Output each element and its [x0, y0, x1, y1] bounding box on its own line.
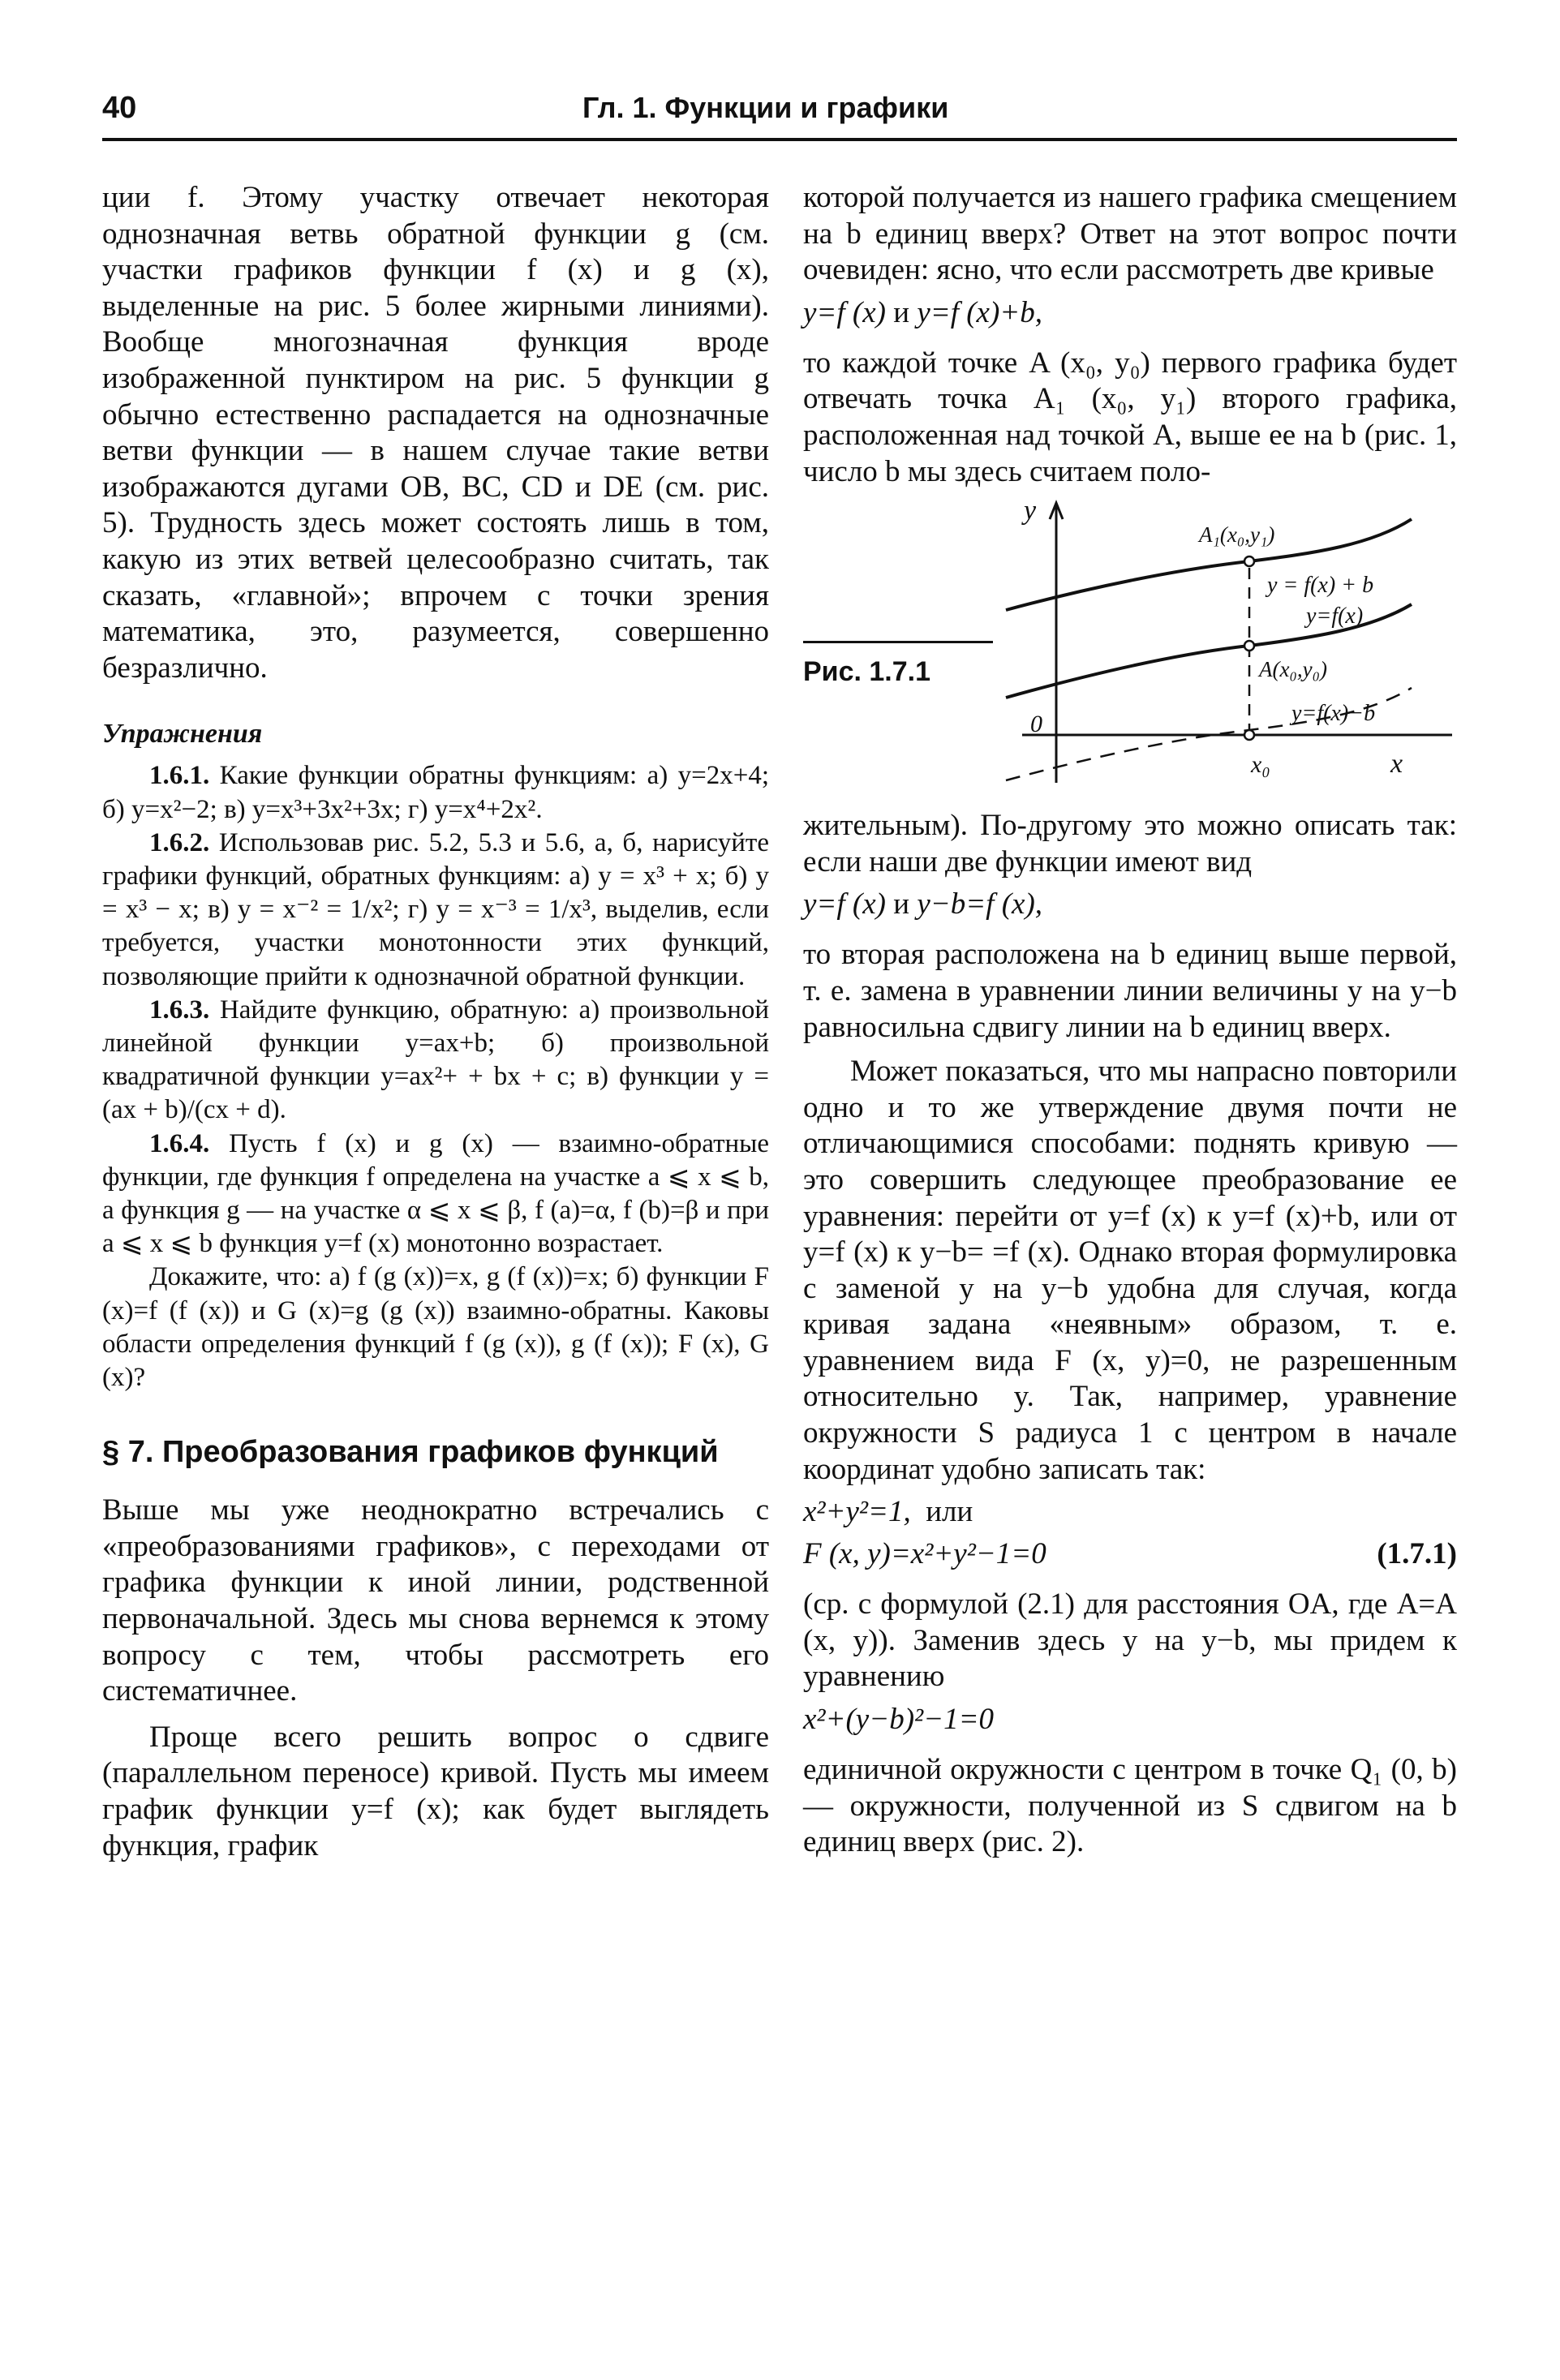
formula-two-curves	[803, 294, 1457, 333]
exercise-1-6-4	[102, 1128, 769, 1261]
formula-part: x²+(y−b)²−1=0	[803, 1703, 995, 1737]
label-f-plus-b: y = f(x) + b	[1267, 573, 1374, 599]
formula-part: y=f (x)	[803, 295, 886, 329]
paragraph: которой получается из нашего графика смещением на b единиц вверх? Ответ на этот вопрос почти очевиден: ясно, что если рассмотреть две кривые	[803, 181, 1457, 287]
figure-1-7-1	[803, 495, 1457, 795]
figure-caption: Рис. 1.7.1	[803, 641, 993, 688]
section-paragraph: Выше мы уже неоднократно встречались с «преобразованиями графиков», с переходами от графика функции к иной линии, родственной первоначальной. Здесь мы снова вернемся к этому вопросу с тем, чтобы рассмотреть его систематичнее.	[102, 1493, 769, 1708]
formula-conjunction: или	[926, 1495, 973, 1529]
exercise-text: Использовав рис. 5.2, 5.3 и 5.6, а, б, нарисуйте графики функций, обратных функциям: а) y = x³ + x; б) y = x³ − x; в) y = x⁻² = 1/x²; г) y = x⁻³ = 1/x³, выделив, если требуется, участки монотонности этих функций, позволяющие прийти к однозначной обратной функции.	[102, 827, 769, 991]
exercise-number: 1.6.4.	[149, 1128, 210, 1158]
formula-part: y−b=f (x),	[917, 887, 1043, 921]
right-column	[803, 180, 1457, 1861]
formula-two-functions	[803, 885, 1457, 924]
formula-conjunction: и	[886, 887, 918, 921]
label-y: y	[1024, 496, 1037, 526]
label-x: x	[1390, 749, 1403, 780]
paragraph: то каждой точке A (x₀, y₀) первого графика будет отвечать точка A₁ (x₀, y₁) второго графика, расположенная над точкой A, выше ее на b (рис. 1, число b мы здесь считаем поло-	[803, 346, 1457, 488]
exercise-text: Пусть f (x) и g (x) — взаимно-обратные функции, где функция f определена на участке a ⩽ x ⩽ b, а функция g — на участке α ⩽ x ⩽ β, f (a)=α, f (b)=β и при a ⩽ x ⩽ b функция y=f (x) монотонно возрастает.	[102, 1128, 769, 1259]
point-x0	[1244, 730, 1254, 740]
label-A: A(x₀,y₀)	[1259, 657, 1327, 682]
formula-shifted-circle	[803, 1700, 1457, 1739]
exercise-number: 1.6.2.	[149, 827, 210, 857]
section-paragraph: Проще всего решить вопрос о сдвиге (параллельном переносе) кривой. Пусть мы имеем график функции y=f (x); как будет выглядеть функция, график	[102, 1720, 769, 1862]
exercise-number: 1.6.3.	[149, 995, 210, 1025]
formula-number: (1.7.1)	[1377, 1537, 1457, 1571]
point-A	[1244, 641, 1254, 651]
exercises-heading: Упражнения	[102, 719, 263, 750]
exercise-1-6-4-proof: Докажите, что: а) f (g (x))=x, g (f (x))=x; б) функции F (x)=f (f (x)) и G (x)=g (g (x)) взаимно-обратны. Каковы области определения функций f (g (x)), g (f (x)); F (x), G (x)?	[102, 1262, 769, 1392]
label-f-minus-b: y=f(x)−b	[1291, 701, 1376, 727]
exercise-1-6-3	[102, 994, 769, 1128]
figure-graph	[990, 495, 1457, 795]
paragraph: то вторая расположена на b единиц выше первой, т. е. замена в уравнении линии величины y на y−b равносильна сдвигу линии на b единиц вверх.	[803, 938, 1457, 1044]
formula-part: x²+y²=1,	[803, 1495, 911, 1529]
point-A1	[1244, 556, 1254, 566]
paragraph: (ср. с формулой (2.1) для расстояния OA, где A=A (x, y)). Заменив здесь y на y−b, мы придем к уравнению	[803, 1587, 1457, 1694]
chapter-title: Гл. 1. Функции и графики	[582, 91, 949, 124]
header-rule	[102, 138, 1457, 141]
page-number: 40	[102, 91, 137, 125]
label-A1: A₁(x₀,y₁)	[1199, 522, 1275, 548]
exercise-1-6-1	[102, 759, 769, 826]
paragraph: Может показаться, что мы напрасно повторили одно и то же утверждение двумя почти не отличающимися способами: поднять кривую — это совершить следующее преобразование ее уравнения: перейти от y=f (x) к y=f (x)+b, или от y=f (x) к y−b= =f (x). Однако вторая формулировка с заменой y на y−b удобна для случая, когда кривая задана «неявным» образом, т. е. уравнением вида F (x, y)=0, не разрешенным относительно y. Так, например, уравнение окружности S радиуса 1 с центром в начале координат удобно записать так:	[803, 1055, 1457, 1486]
section-heading: § 7. Преобразования графиков функций	[102, 1435, 719, 1470]
exercise-text: Найдите функцию, обратную: а) произвольной линейной функции y=ax+b; б) произвольной квадратичной функции y=ax²+ + bx + c; в) функции y = (ax + b)/(cx + d).	[102, 995, 770, 1125]
label-x0: x₀	[1251, 751, 1270, 779]
formula-conjunction: и	[886, 295, 918, 329]
paragraph: жительным). По-другому это можно описать так: если наши две функции имеют вид	[803, 809, 1457, 879]
label-f: y=f(x)	[1306, 604, 1364, 629]
exercise-text: Какие функции обратны функциям: а) y=2x+4; б) y=x²−2; в) y=x³+3x²+3x; г) y=x⁴+2x².	[102, 761, 770, 824]
formula-part: y=f (x)+b,	[917, 295, 1043, 329]
paragraph: единичной окружности с центром в точке Q₁ (0, b) — окружности, полученной из S сдвигом на b единиц вверх (рис. 2).	[803, 1753, 1457, 1859]
label-origin: 0	[1030, 711, 1042, 738]
formula-1-7-1	[803, 1535, 1457, 1574]
intro-paragraph: ции f. Этому участку отвечает некоторая однозначная ветвь обратной функции g (см. участки графиков функции f (x) и g (x), выделенные на рис. 5 более жирными линиями). Вообще многозначная функция вроде изображенной пунктиром на рис. 5 функции g обычно естественно распадается на однозначные ветви функции — в нашем случае такие ветви изображаются дугами OB, BC, CD и DE (см. рис. 5). Трудность здесь может состоять лишь в том, какую из этих ветвей целесообразно считать, так сказать, «главной»; впрочем с точки зрения математика, это, разумеется, совершенно безразлично.	[102, 181, 769, 685]
formula-part: F (x, y)=x²+y²−1=0	[803, 1537, 1046, 1571]
formula-part: y=f (x)	[803, 887, 886, 921]
left-column	[102, 180, 769, 1864]
exercise-1-6-2	[102, 827, 769, 994]
formula-circle	[803, 1493, 1457, 1532]
exercise-number: 1.6.1.	[149, 761, 210, 791]
